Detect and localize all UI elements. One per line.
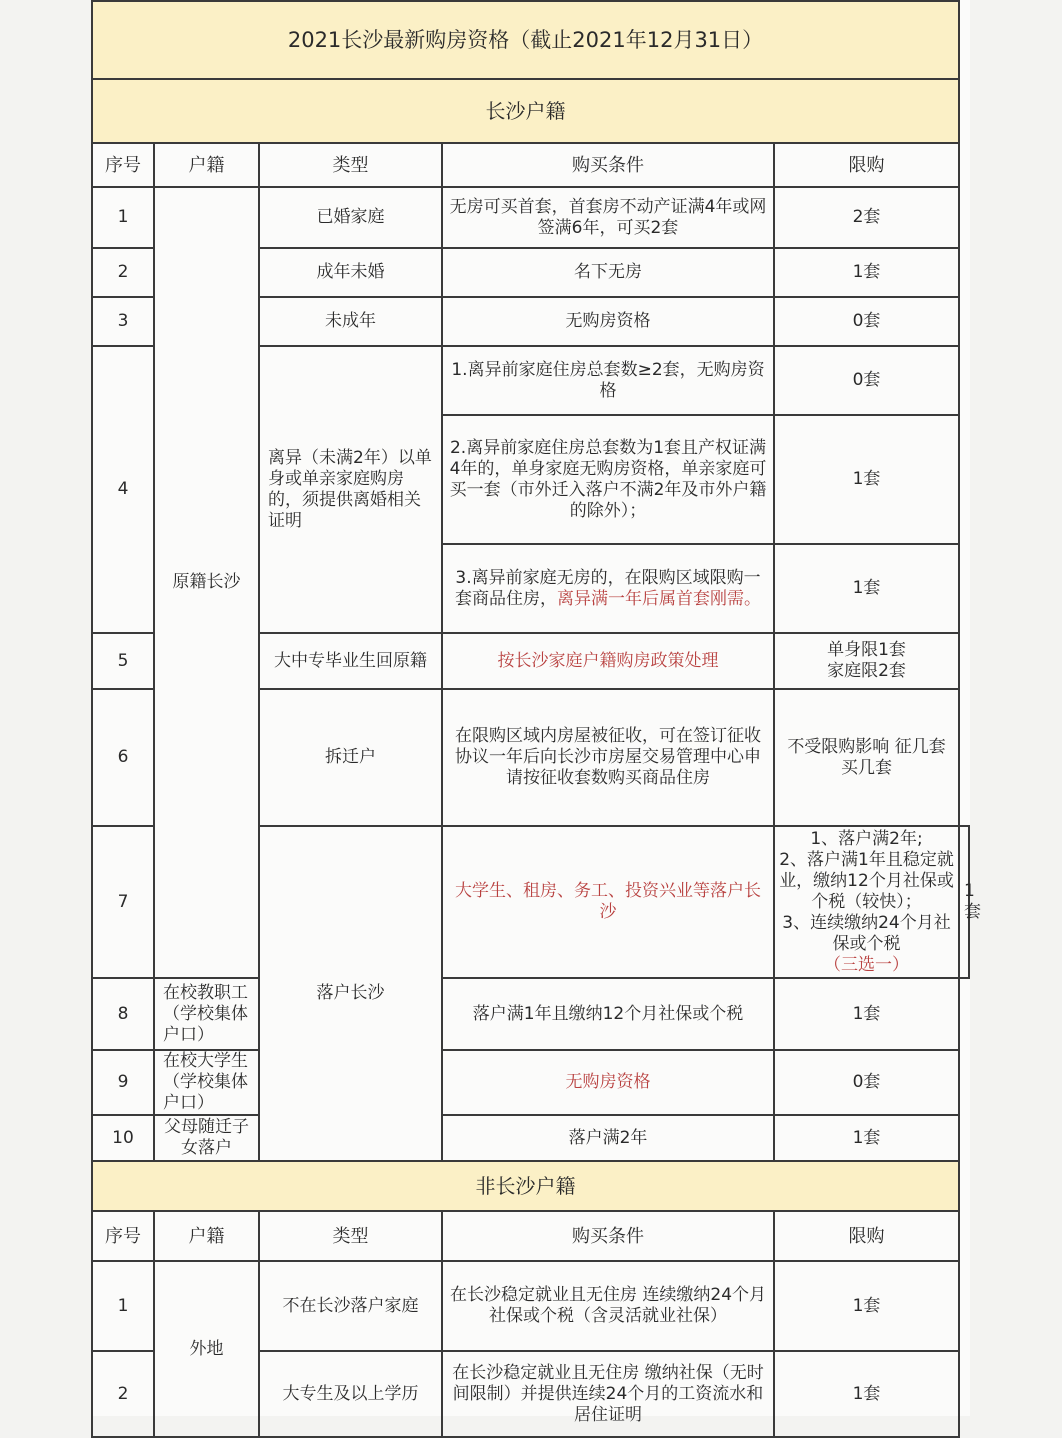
row-no: 5: [92, 633, 154, 689]
header-limit: 限购: [774, 1211, 959, 1261]
header-condition: 购买条件: [442, 1211, 774, 1261]
row-condition: [442, 544, 774, 633]
table-row: [92, 978, 969, 1050]
section-non-changsha-huji: 非长沙户籍: [92, 1161, 959, 1211]
table-row: [92, 1115, 969, 1161]
row-limit: 0套: [774, 297, 959, 346]
group-waidi: 外地: [154, 1261, 259, 1437]
row-type: 大学生、租房、务工、投资兴业等落户长沙: [442, 826, 774, 978]
row-condition: 在长沙稳定就业且无住房 连续缴纳24个月社保或个税（含灵活就业社保）: [442, 1261, 774, 1351]
row-type: 在校教职工（学校集体户口）: [154, 978, 259, 1050]
row-condition: 无购房资格: [442, 1050, 774, 1115]
header-huji: 户籍: [154, 1211, 259, 1261]
row-no: 9: [92, 1050, 154, 1115]
table-row: [92, 187, 969, 248]
row-condition: 名下无房: [442, 248, 774, 297]
policy-sheet: [91, 0, 982, 1425]
header-type: 类型: [259, 143, 442, 187]
row-condition: [774, 826, 959, 978]
header-no: 序号: [92, 143, 154, 187]
group-yuanji-changsha: 原籍长沙: [154, 187, 259, 978]
row-condition: 在限购区域内房屋被征收，可在签订征收协议一年后向长沙市房屋交易管理中心申请按征收套数购买商品住房: [442, 689, 774, 826]
row-no: 2: [92, 1351, 154, 1437]
header-no: 序号: [92, 1211, 154, 1261]
row-no: 3: [92, 297, 154, 346]
condition-item: 3、连续缴纳24个月社保或个税: [782, 912, 951, 954]
row-limit: 1套: [774, 1115, 959, 1161]
row-condition: 按长沙家庭户籍购房政策处理: [442, 633, 774, 689]
row-no: 2: [92, 248, 154, 297]
row-condition: 1.离异前家庭住房总套数≥2套，无购房资格: [442, 346, 774, 415]
qualification-table: [91, 0, 982, 1438]
row-limit: 0套: [774, 1050, 959, 1115]
condition-highlight: 离异满一年后属首套刚需。: [557, 588, 761, 609]
row-condition: 在长沙稳定就业且无住房 缴纳社保（无时间限制）并提供连续24个月的工资流水和居住证明: [442, 1351, 774, 1437]
row-type: 大专生及以上学历: [259, 1351, 442, 1437]
row-no: 7: [92, 826, 154, 978]
row-limit: 不受限购影响 征几套买几套: [774, 689, 959, 826]
row-limit: 1套: [774, 978, 959, 1050]
header-row: [92, 1211, 969, 1261]
row-limit: 1套: [774, 415, 959, 544]
header-type: 类型: [259, 1211, 442, 1261]
header-limit: 限购: [774, 143, 959, 187]
row-limit: 1套: [774, 1261, 959, 1351]
row-type: 不在长沙落户家庭: [259, 1261, 442, 1351]
limit-family: 家庭限2套: [827, 661, 906, 681]
row-condition: 2.离异前家庭住房总套数为1套且产权证满4年的，单身家庭无购房资格，单亲家庭可买一套（市外迁入落户不满2年及市外户籍的除外）；: [442, 415, 774, 544]
row-type: 在校大学生（学校集体户口）: [154, 1050, 259, 1115]
condition-item: 2、落户满1年且稳定就业，缴纳12个月社保或个税（较快）；: [779, 849, 954, 912]
condition-item: 1、落户满2年;: [810, 828, 923, 849]
row-no: 1: [92, 187, 154, 248]
row-type: 大中专毕业生回原籍: [259, 633, 442, 689]
row-no: 6: [92, 689, 154, 826]
table-row: [92, 1050, 969, 1115]
row-condition: 无房可买首套，首套房不动产证满4年或网签满6年，可买2套: [442, 187, 774, 248]
row-condition: 无购房资格: [442, 297, 774, 346]
table-title: 2021长沙最新购房资格（截止2021年12月31日）: [92, 1, 959, 79]
header-row: [92, 143, 969, 187]
row-type: 未成年: [259, 297, 442, 346]
header-condition: 购买条件: [442, 143, 774, 187]
header-huji: 户籍: [154, 143, 259, 187]
row-no: 10: [92, 1115, 154, 1161]
row-limit: 2套: [774, 187, 959, 248]
table-row: [92, 1261, 969, 1351]
row-no: 4: [92, 346, 154, 633]
row-type: 拆迁户: [259, 689, 442, 826]
row-type: 父母随迁子女落户: [154, 1115, 259, 1161]
group-luohu-changsha: 落户长沙: [259, 826, 442, 1161]
row-limit: 1套: [774, 1351, 959, 1437]
condition-note: （三选一）: [824, 954, 910, 975]
row-limit: 0套: [774, 346, 959, 415]
condition-text: 3.离异前家庭无房的，在限购区域限购一套商品住房，: [455, 567, 761, 609]
limit-single: 单身限1套: [827, 640, 906, 660]
section-changsha-huji: 长沙户籍: [92, 79, 959, 143]
row-limit: 1套: [774, 248, 959, 297]
row-condition: 落户满1年且缴纳12个月社保或个税: [442, 978, 774, 1050]
row-no: 1: [92, 1261, 154, 1351]
row-limit: [774, 633, 959, 689]
row-limit: 1套: [959, 826, 969, 978]
row-type: 离异（未满2年）以单身或单亲家庭购房的，须提供离婚相关证明: [259, 346, 442, 633]
row-condition: 落户满2年: [442, 1115, 774, 1161]
row-type: 成年未婚: [259, 248, 442, 297]
row-no: 8: [92, 978, 154, 1050]
row-type: 已婚家庭: [259, 187, 442, 248]
row-limit: 1套: [774, 544, 959, 633]
